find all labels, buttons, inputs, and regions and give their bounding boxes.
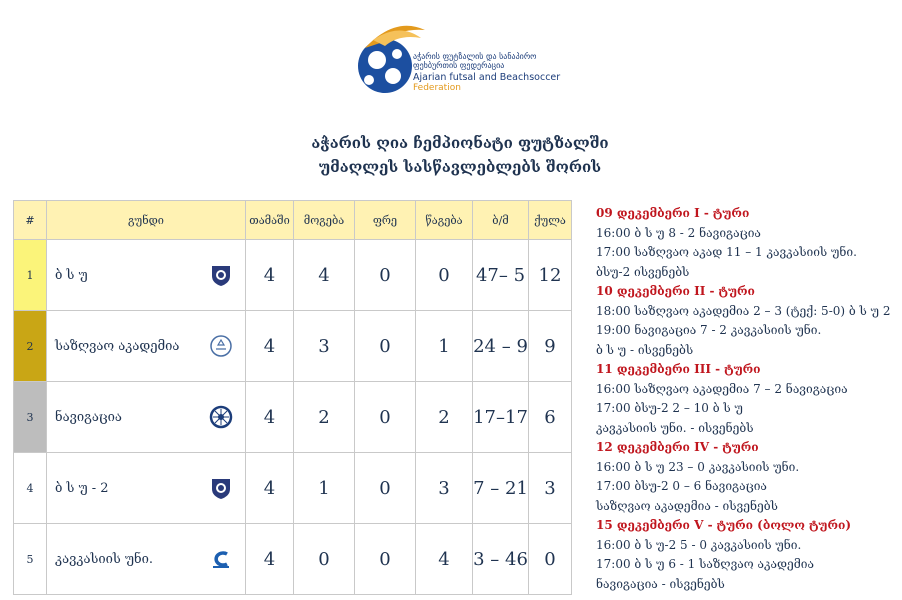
c-logo-icon: [209, 547, 233, 571]
team-cell: [47, 524, 246, 595]
page-title: აჭარის ღია ჩემპიონატი ფუტზალში: [311, 134, 609, 152]
col-lost: წაგება: [416, 201, 473, 240]
played-cell: 4: [246, 524, 294, 595]
schedule-match-line: 16:00 ბ ს უ 23 – 0 კავკასიის უნი.: [596, 459, 800, 474]
lost-cell: 4: [416, 524, 473, 595]
won-cell: 2: [294, 382, 355, 453]
table-row: [14, 524, 572, 595]
schedule-round-heading: 09 დეკემბერი I - ტური: [596, 206, 750, 220]
played-cell: 4: [246, 311, 294, 382]
team-cell: [47, 382, 246, 453]
match-schedule: [596, 204, 896, 594]
table-header-row: [14, 201, 572, 240]
goals-cell: 17–17: [473, 382, 529, 453]
points-cell: 9: [529, 311, 572, 382]
points-cell: 6: [529, 382, 572, 453]
draw-cell: 0: [355, 524, 416, 595]
points-cell: 0: [529, 524, 572, 595]
schedule-round-heading: 10 დეკემბერი II - ტური: [596, 284, 755, 298]
table-row: [14, 382, 572, 453]
rank-cell: 5: [14, 524, 47, 595]
lost-cell: 3: [416, 453, 473, 524]
team-name: ნავიგაცია: [55, 409, 122, 425]
logo-name-en: Ajarian futsal and Beachsoccer: [413, 72, 561, 83]
table-row: [14, 240, 572, 311]
won-cell: 1: [294, 453, 355, 524]
team-name: საზღვაო აკადემია: [55, 338, 180, 354]
schedule-match-line: 18:00 საზღვაო აკადემია 2 – 3 (ტექ: 5-0) ბ ს უ 2: [596, 303, 891, 318]
schedule-match-line: 17:00 საზღვაო აკად 11 – 1 კავკასიის უნი.: [596, 245, 857, 259]
schedule-match-line: ბსუ-2 ისვენებს: [596, 264, 690, 279]
schedule-match-line: 17:00 ბსუ-2 0 – 6 ნავიგაცია: [596, 479, 767, 493]
shield-crest-icon: [209, 476, 233, 500]
won-cell: 0: [294, 524, 355, 595]
lost-cell: 0: [416, 240, 473, 311]
team-name: ბ ს უ - 2: [55, 480, 109, 496]
schedule-round-heading: 12 დეკემბერი IV - ტური: [596, 440, 759, 454]
points-cell: 12: [529, 240, 572, 311]
logo-name-en2: Federation: [413, 83, 461, 93]
played-cell: 4: [246, 453, 294, 524]
federation-logo: [355, 18, 585, 113]
schedule-match-line: ნავიგაცია - ისვენებს: [596, 576, 725, 591]
team-cell: [47, 311, 246, 382]
team-cell: [47, 240, 246, 311]
col-team: გუნდი: [47, 201, 246, 240]
team-cell: [47, 453, 246, 524]
table-row: [14, 453, 572, 524]
schedule-match-line: 19:00 ნავიგაცია 7 - 2 კავკასიის უნი.: [596, 323, 822, 337]
schedule-match-line: 17:00 ბსუ-2 2 – 10 ბ ს უ: [596, 401, 743, 415]
col-played: თამაში: [246, 201, 294, 240]
won-cell: 4: [294, 240, 355, 311]
lost-cell: 1: [416, 311, 473, 382]
schedule-match-line: 17:00 ბ ს უ 6 - 1 საზღვაო აკადემია: [596, 557, 814, 571]
col-points: ქულა: [529, 201, 572, 240]
col-rank: #: [14, 201, 47, 240]
schedule-match-line: კავკასიის უნი. - ისვენებს: [596, 420, 754, 435]
draw-cell: 0: [355, 453, 416, 524]
schedule-round-heading: 15 დეკემბერი V - ტური (ბოლო ტური): [596, 518, 852, 532]
col-draw: ფრე: [355, 201, 416, 240]
won-cell: 3: [294, 311, 355, 382]
round-crest-icon: [209, 334, 233, 358]
wheel-crest-icon: [209, 405, 233, 429]
goals-cell: 7 – 21: [473, 453, 529, 524]
schedule-match-line: ბ ს უ - ისვენებს: [596, 342, 694, 357]
lost-cell: 2: [416, 382, 473, 453]
table-row: [14, 311, 572, 382]
rank-cell: 3: [14, 382, 47, 453]
team-name: ბ ს უ: [55, 267, 88, 283]
rank-cell: 2: [14, 311, 47, 382]
draw-cell: 0: [355, 311, 416, 382]
goals-cell: 3 – 46: [473, 524, 529, 595]
schedule-match-line: 16:00 ბ ს უ 8 - 2 ნავიგაცია: [596, 225, 761, 240]
played-cell: 4: [246, 382, 294, 453]
col-goals: ბ/მ: [473, 201, 529, 240]
logo-name-ka: აჭარის ფუტზალის და სანაპირო ფეხბურთის ფედერაცია: [413, 52, 537, 70]
rank-cell: 4: [14, 453, 47, 524]
goals-cell: 24 – 9: [473, 311, 529, 382]
schedule-round-heading: 11 დეკემბერი III - ტური: [596, 362, 761, 376]
team-name: კავკასიის უნი.: [55, 551, 154, 567]
shield-crest-icon: [209, 263, 233, 287]
rank-cell: 1: [14, 240, 47, 311]
standings-table: [13, 200, 572, 595]
points-cell: 3: [529, 453, 572, 524]
page-subtitle: უმაღლეს სასწავლებლებს შორის: [318, 158, 602, 176]
goals-cell: 47– 5: [473, 240, 529, 311]
schedule-match-line: 16:00 ბ ს უ-2 5 - 0 კავკასიის უნი.: [596, 537, 802, 552]
schedule-match-line: 16:00 საზღვაო აკადემია 7 – 2 ნავიგაცია: [596, 381, 848, 396]
draw-cell: 0: [355, 240, 416, 311]
col-won: მოგება: [294, 201, 355, 240]
schedule-match-line: საზღვაო აკადემია - ისვენებს: [596, 498, 778, 513]
played-cell: 4: [246, 240, 294, 311]
draw-cell: 0: [355, 382, 416, 453]
